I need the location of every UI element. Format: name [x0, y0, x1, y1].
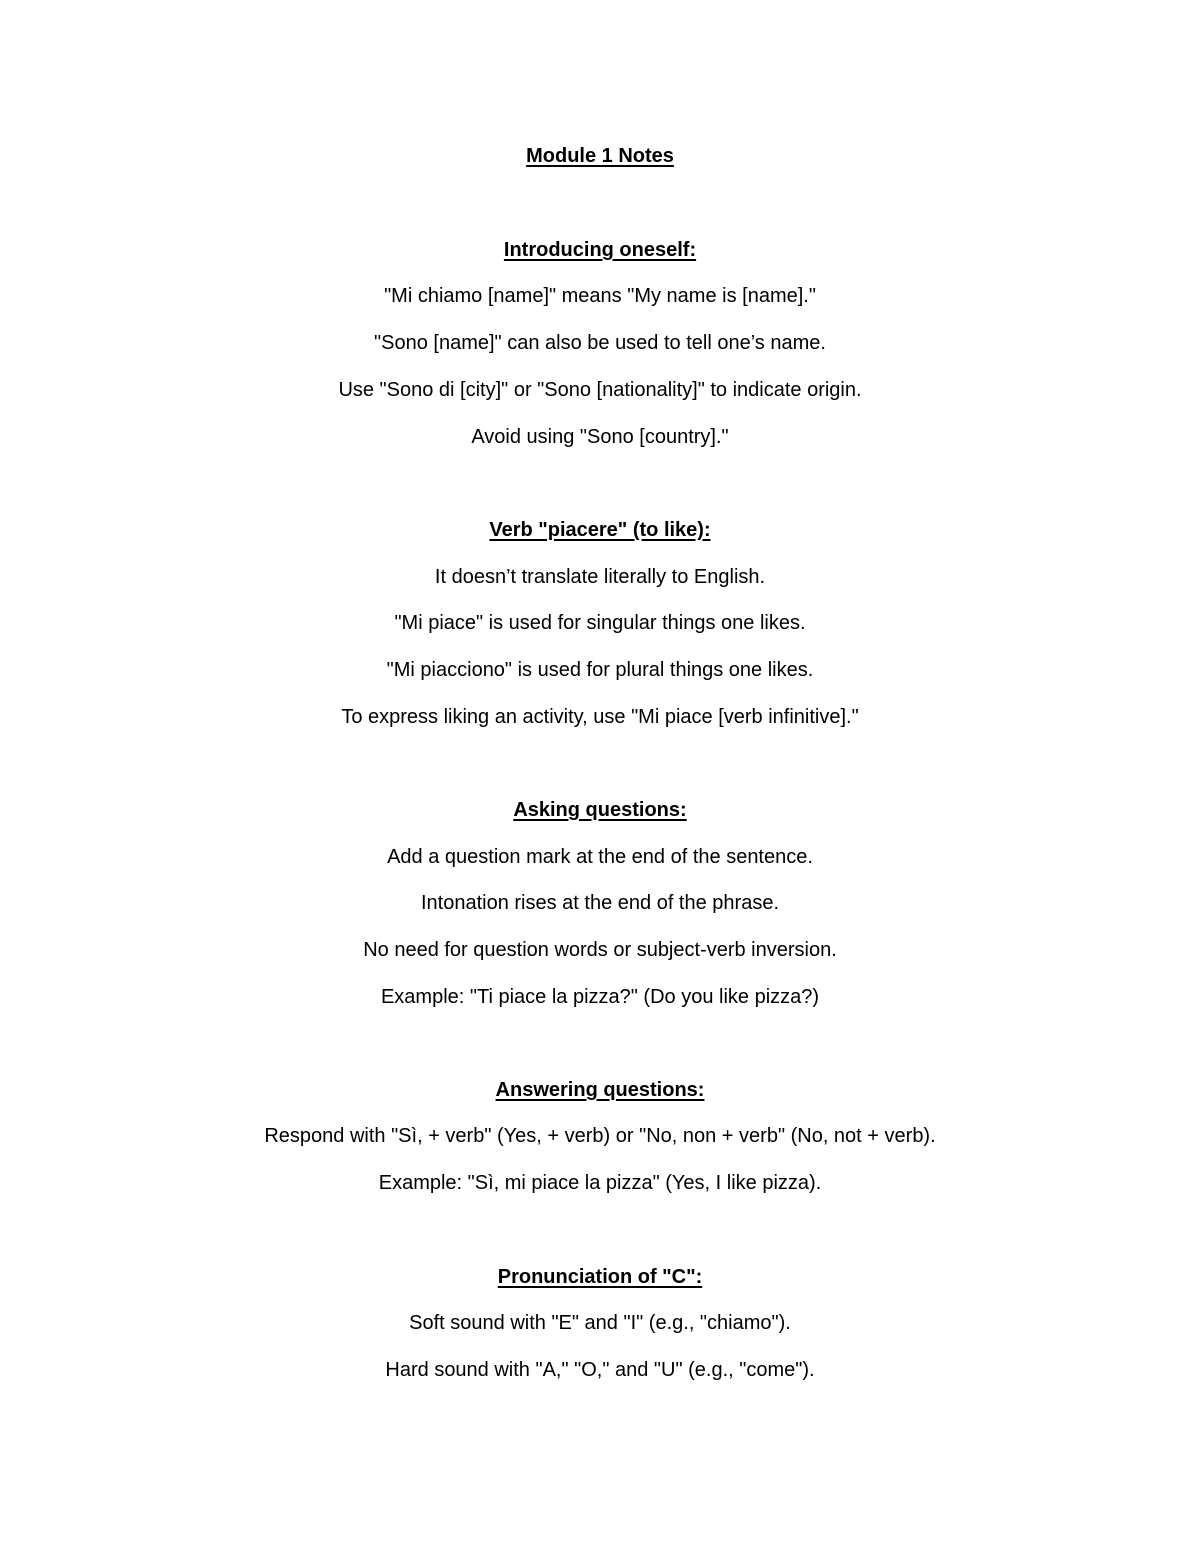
- note-line: It doesn’t translate literally to English.: [434, 566, 766, 588]
- note-line: Respond with "Sì, + verb" (Yes, + verb) or "No, non + verb" (No, not + verb).: [264, 1125, 936, 1147]
- note-line: To express liking an activity, use "Mi piace [verb infinitive].": [341, 706, 859, 728]
- section-heading-piacere: Verb "piacere" (to like):: [489, 519, 711, 541]
- section-heading-answering: Answering questions:: [495, 1079, 705, 1101]
- note-line: Add a question mark at the end of the sentence.: [387, 846, 813, 868]
- section-heading-asking: Asking questions:: [513, 799, 687, 821]
- note-line: "Mi chiamo [name]" means "My name is [name].": [384, 285, 816, 307]
- note-line: No need for question words or subject-verb inversion.: [363, 939, 837, 961]
- section-heading-pronunciation: Pronunciation of "C":: [497, 1266, 703, 1288]
- note-line: Use "Sono di [city]" or "Sono [nationality]" to indicate origin.: [338, 379, 862, 401]
- note-line: "Sono [name]" can also be used to tell one’s name.: [374, 332, 826, 354]
- note-line: Example: "Ti piace la pizza?" (Do you like pizza?): [380, 986, 820, 1008]
- note-line: "Mi piacciono" is used for plural things one likes.: [386, 659, 814, 681]
- note-line: Hard sound with "A," "O," and "U" (e.g., "come").: [385, 1359, 815, 1381]
- page-title: Module 1 Notes: [526, 145, 674, 167]
- note-line: Avoid using "Sono [country].": [471, 426, 729, 448]
- note-line: "Mi piace" is used for singular things one likes.: [394, 612, 806, 634]
- note-line: Example: "Sì, mi piace la pizza" (Yes, I like pizza).: [378, 1172, 822, 1194]
- note-line: Soft sound with "E" and "I" (e.g., "chiamo").: [409, 1312, 791, 1334]
- section-heading-introducing: Introducing oneself:: [503, 239, 697, 261]
- note-line: Intonation rises at the end of the phrase.: [420, 892, 780, 914]
